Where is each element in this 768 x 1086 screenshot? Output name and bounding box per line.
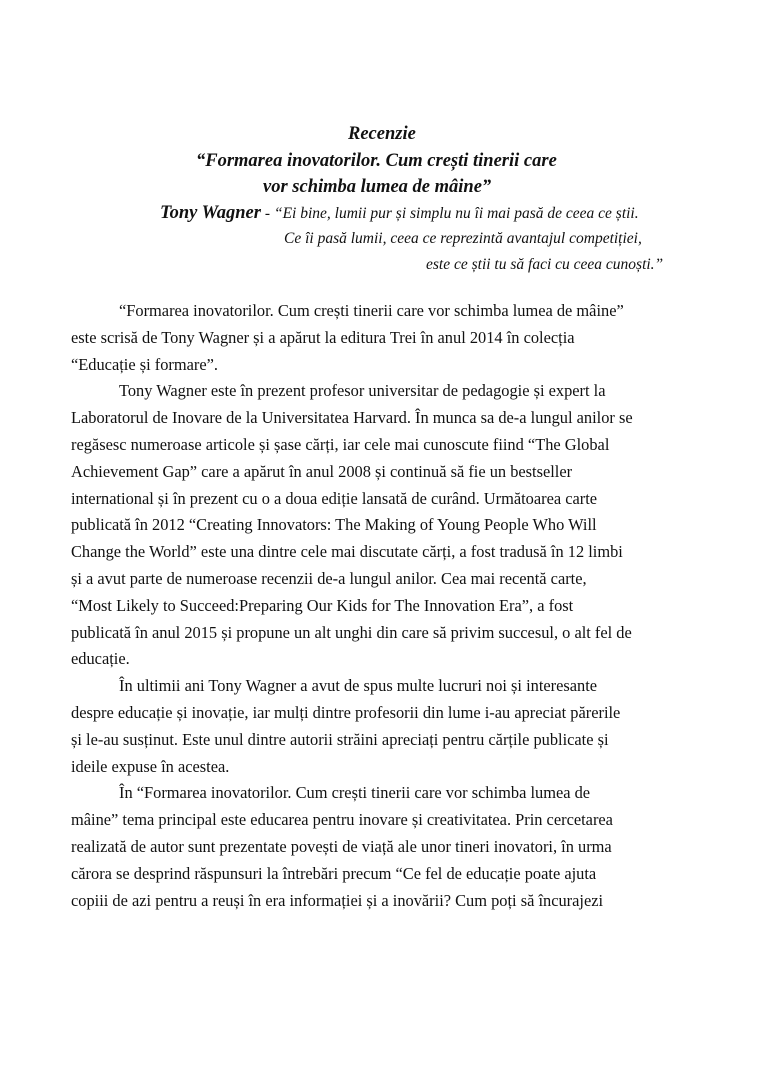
body-line: copiii de azi pentru a reuși în era informației și a inovării? Cum poți să încurajezi [71,890,604,910]
epigraph-line-2: Ce îi pasă lumii, ceea ce reprezintă avantajul competiției, [284,230,642,247]
body-line: publicată în anul 2015 și propune un alt unghi din care să privim succesul, o alt fel de [71,622,632,642]
body-line: “Educație și formare”. [71,354,218,374]
body-line: cărora se desprind răspunsuri la întrebări precum “Ce fel de educație poate ajuta [71,863,597,883]
body-line: Achievement Gap” care a apărut în anul 2008 și continuă să fie un bestseller [71,461,573,481]
body-line: regăsesc numeroase articole și șase cărți, iar cele mai cunoscute fiind “The Global [71,434,610,454]
body-line: international și în prezent cu o a doua ediție lansată de curând. Următoarea carte [71,488,598,508]
body-line: ideile expuse în acestea. [71,756,230,776]
body-line: Laboratorul de Inovare de la Universitatea Harvard. În munca sa de-a lungul anilor se [71,408,633,428]
body-line: publicată în 2012 “Creating Innovators: The Making of Young People Who Will [71,515,597,535]
body-line: și a avut parte de numeroase recenzii de-a lungul anilor. Cea mai recentă carte, [71,568,587,588]
body-line: educație. [71,649,130,669]
author-epigraph-line [160,202,639,225]
book-title-line-2: vor schimba lumea de mâine” [263,177,492,197]
body-line: despre educație și inovație, iar mulți dintre profesorii din lume i-au apreciat părerile [71,702,621,722]
body-line: “Formarea inovatorilor. Cum crești tinerii care vor schimba lumea de mâine” [119,301,624,320]
book-title-line-1: “Formarea inovatorilor. Cum crești tinerii care [196,151,557,171]
review-label: Recenzie [348,124,416,144]
review-body [71,298,671,914]
body-line: “Most Likely to Succeed:Preparing Our Kids for The Innovation Era”, a fost [71,595,574,615]
body-line: În “Formarea inovatorilor. Cum crești tinerii care vor schimba lumea de [119,783,591,803]
body-line: este scrisă de Tony Wagner și a apărut la editura Trei în anul 2014 în colecția [71,327,575,347]
body-line: Tony Wagner este în prezent profesor universitar de pedagogie și expert la [119,381,606,401]
epigraph-line-3: este ce știi tu să faci cu ceea cunoști.” [426,256,664,273]
body-line: mâine” tema principal este educarea pentru inovare și creativitatea. Prin cercetarea [71,810,613,830]
author-name: Tony Wagner [160,203,261,223]
body-line: Change the World” este una dintre cele mai discutate cărți, a fost tradusă în 12 limbi [71,542,623,562]
epigraph-line-1: - “Ei bine, lumii pur și simplu nu îi mai pasă de ceea ce știi. [264,205,639,222]
body-line: și le-au susținut. Este unul dintre autorii străini apreciați pentru cărțile publicate și [71,729,609,749]
body-line: realizată de autor sunt prezentate povești de viață ale unor tineri inovatori, în urma [71,836,612,856]
body-line: În ultimii ani Tony Wagner a avut de spus multe lucruri noi și interesante [119,676,598,696]
